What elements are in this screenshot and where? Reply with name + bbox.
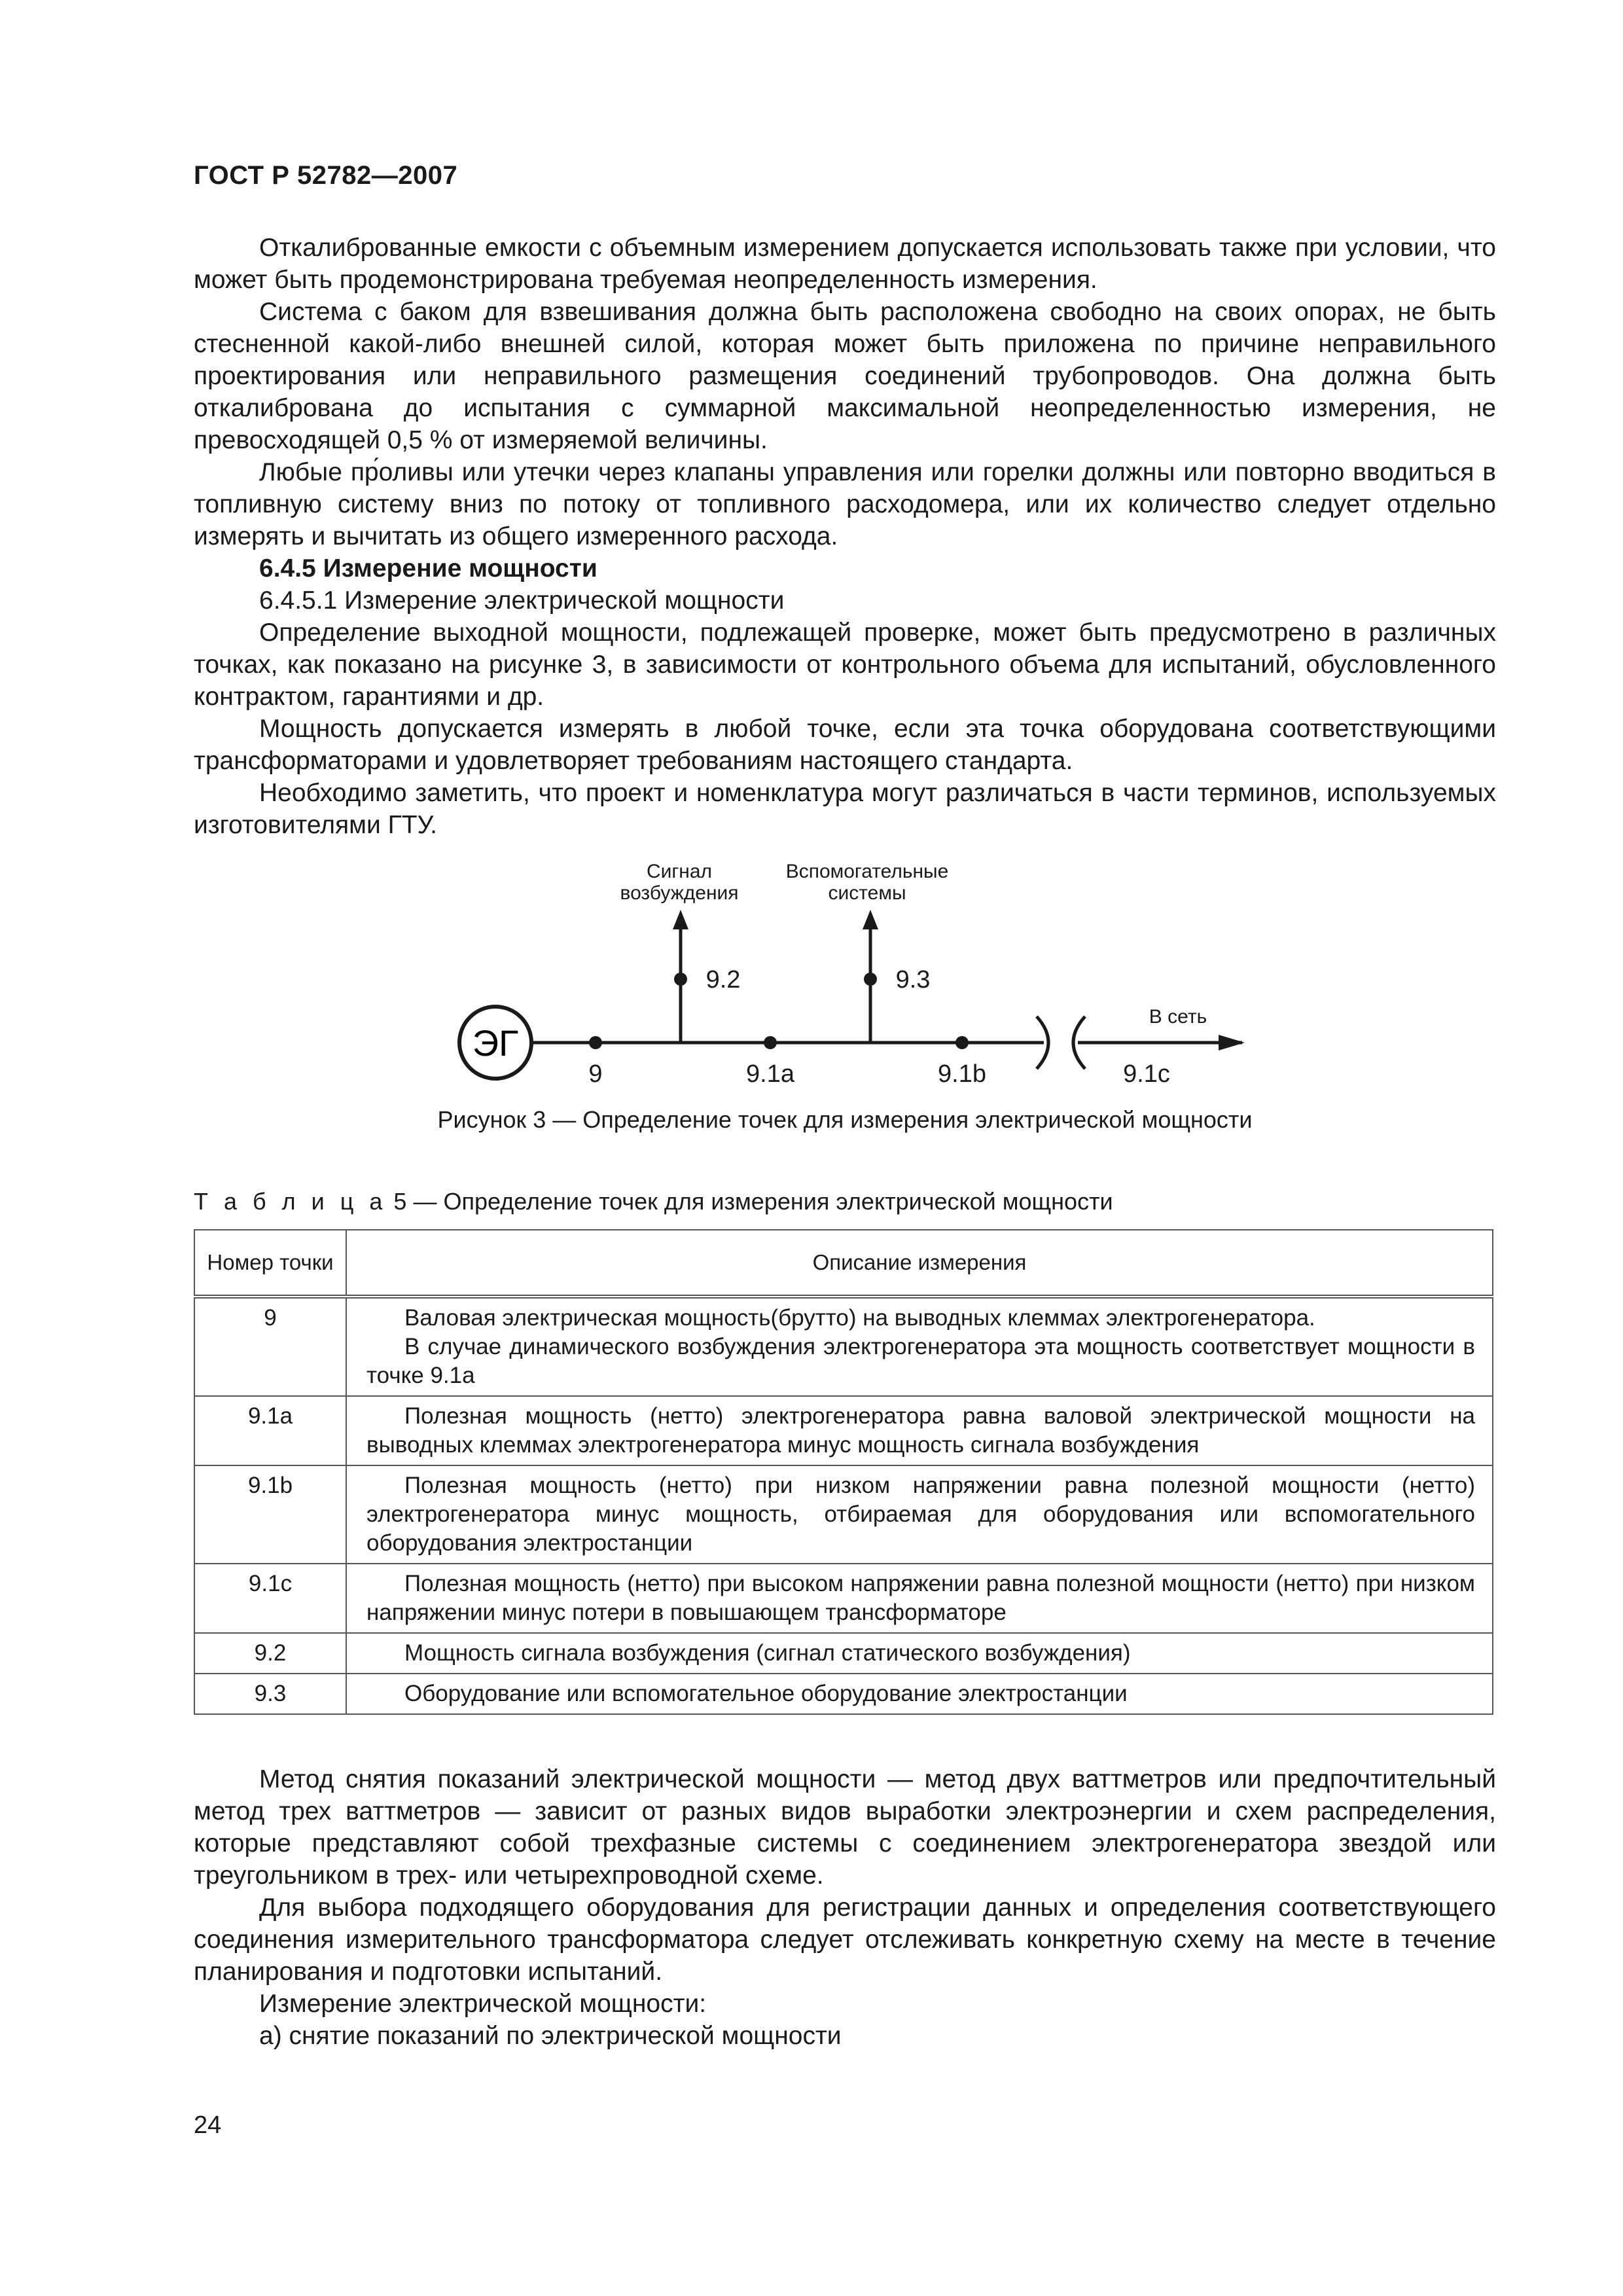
body-text-top bbox=[194, 232, 1496, 841]
point-number: 9.1c bbox=[194, 1564, 346, 1633]
point-description bbox=[346, 1564, 1493, 1633]
generator-label: ЭГ bbox=[472, 1022, 519, 1064]
point-9-1a-dot bbox=[764, 1036, 777, 1049]
table-row bbox=[194, 1297, 1493, 1396]
paragraph: Определение выходной мощности, подлежащей проверке, может быть предусмотрено в различных точках, как показано на рисунке 3, в зависимости от контрольного объема для испытаний, обусловленного контрактом, гарантиями и др. bbox=[194, 619, 1496, 711]
point-description bbox=[346, 1674, 1493, 1714]
point-label-9-3: 9.3 bbox=[895, 966, 931, 994]
aux-label-line2: системы bbox=[828, 882, 906, 904]
table-row bbox=[194, 1674, 1493, 1714]
excitation-arrow-icon bbox=[673, 910, 688, 929]
paragraph: Откалиброванные емкости с объемным измерением допускается использовать также при условии, что может быть продемонстрирована требуемая неопределенность измерения. bbox=[194, 234, 1496, 294]
paragraph: Система с баком для взвешивания должна быть расположена свободно на своих опорах, не быть стесненной какой-либо внешней силой, которая может быть приложена по причине неправильного проектирования или неправильного размещения соединений трубопроводов. Она должна быть откалибрована до испытания с суммарной максимальной неопределенностью измерения, не превосходящей 0,5 % от измеряемой величины. bbox=[194, 298, 1496, 454]
aux-label-line1: Вспомогательные bbox=[785, 861, 949, 882]
point-label-9: 9 bbox=[588, 1060, 603, 1088]
point-number: 9.2 bbox=[194, 1633, 346, 1674]
section-heading: 6.4.5 Измерение мощности bbox=[259, 554, 597, 583]
standard-header: ГОСТ Р 52782—2007 bbox=[194, 161, 458, 190]
point-number: 9.1a bbox=[194, 1396, 346, 1465]
list-item: а) снятие показаний по электрической мощности bbox=[259, 2022, 842, 2050]
page-number: 24 bbox=[194, 2111, 222, 2139]
excitation-label-line2: возбуждения bbox=[620, 882, 739, 904]
body-text-bottom bbox=[194, 1763, 1496, 2052]
description-text: Валовая электрическая мощность(брутто) на выводных клеммах электрогенератора. bbox=[404, 1305, 1315, 1331]
paragraph: Измерение электрической мощности: bbox=[259, 1990, 707, 2018]
description-text: Оборудование или вспомогательное оборудование электростанции bbox=[404, 1681, 1128, 1706]
table-title-prefix: Т а б л и ц а bbox=[194, 1188, 387, 1215]
point-description bbox=[346, 1297, 1493, 1396]
point-label-9-1b: 9.1b bbox=[938, 1060, 986, 1088]
table-title-text: 5 — Определение точек для измерения электрической мощности bbox=[393, 1188, 1113, 1215]
excitation-label-line1: Сигнал bbox=[646, 861, 713, 882]
grid-arrow-icon bbox=[1219, 1035, 1245, 1050]
measurement-diagram bbox=[419, 850, 1270, 1124]
paragraph: Любые пр́оливы или утечки через клапаны управления или горелки должны или повторно вводиться в топливную систему вниз по потоку от топливного расходомера, или их количество следует отдельно измерять и вычитать из общего измеренного расхода. bbox=[194, 458, 1496, 550]
subsection-heading: 6.4.5.1 Измерение электрической мощности bbox=[259, 586, 785, 615]
table-row bbox=[194, 1465, 1493, 1564]
point-label-9-1a: 9.1a bbox=[746, 1060, 794, 1088]
point-number: 9 bbox=[194, 1297, 346, 1396]
point-9-dot bbox=[589, 1036, 602, 1049]
paragraph: Необходимо заметить, что проект и номенклатура могут различаться в части терминов, используемых изготовителями ГТУ. bbox=[194, 779, 1496, 839]
paragraph: Для выбора подходящего оборудования для регистрации данных и определения соответствующего соединения измерительного трансформатора следует отслеживать конкретную схему на месте в течение планирования и подготовки испытаний. bbox=[194, 1893, 1496, 1986]
point-number: 9.3 bbox=[194, 1674, 346, 1714]
point-label-9-1c: 9.1c bbox=[1123, 1060, 1170, 1088]
point-number: 9.1b bbox=[194, 1465, 346, 1564]
table-title bbox=[194, 1188, 1113, 1215]
point-9-1b-dot bbox=[955, 1036, 969, 1049]
figure-power-points bbox=[419, 850, 1270, 1124]
point-description bbox=[346, 1633, 1493, 1674]
table-row bbox=[194, 1633, 1493, 1674]
figure-caption: Рисунок 3 — Определение точек для измерения электрической мощности bbox=[437, 1106, 1253, 1133]
grid-label: В сеть bbox=[1149, 1006, 1207, 1028]
description-text: Полезная мощность (нетто) электрогенератора равна валовой электрической мощности на выводных клеммах электрогенератора минус мощность сигнала возбуждения bbox=[366, 1403, 1475, 1458]
table-row bbox=[194, 1564, 1493, 1633]
table-header-number: Номер точки bbox=[194, 1230, 346, 1297]
description-text: Мощность сигнала возбуждения (сигнал статического возбуждения) bbox=[404, 1640, 1131, 1666]
point-description bbox=[346, 1465, 1493, 1564]
paragraph: Метод снятия показаний электрической мощности — метод двух ваттметров или предпочтительный метод трех ваттметров — зависит от разных видов выработки электроэнергии и схем распределения, которые представляют собой трехфазные системы с соединением электрогенератора звездой или треугольником в трех- или четырехпроводной схеме. bbox=[194, 1765, 1496, 1890]
point-description bbox=[346, 1396, 1493, 1465]
point-9-2-dot bbox=[674, 973, 687, 986]
measurement-points-table bbox=[194, 1229, 1493, 1715]
table-row bbox=[194, 1396, 1493, 1465]
description-text: Полезная мощность (нетто) при низком напряжении равна полезной мощности (нетто) электрогенератора минус мощность, отбираемая для оборудования или вспомогательного оборудования электростанции bbox=[366, 1473, 1475, 1556]
description-text: В случае динамического возбуждения электрогенератора эта мощность соответствует мощности в точке 9.1a bbox=[366, 1334, 1475, 1388]
point-9-3-dot bbox=[864, 973, 877, 986]
paragraph: Мощность допускается измерять в любой точке, если эта точка оборудована соответствующими трансформаторами и удовлетворяет требованиям настоящего стандарта. bbox=[194, 715, 1496, 775]
table-header-description: Описание измерения bbox=[346, 1230, 1493, 1297]
description-text: Полезная мощность (нетто) при высоком напряжении равна полезной мощности (нетто) при низком напряжении минус потери в повышающем трансформаторе bbox=[366, 1571, 1475, 1625]
aux-arrow-icon bbox=[863, 910, 878, 929]
point-label-9-2: 9.2 bbox=[705, 966, 741, 994]
